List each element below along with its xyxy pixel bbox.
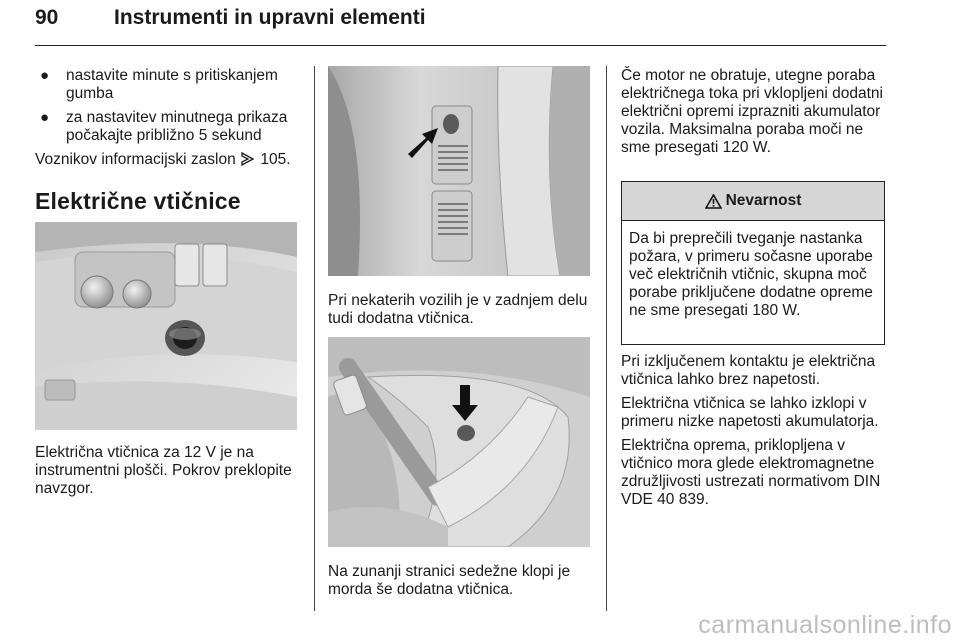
intro-paragraph: Če motor ne obratuje, utegne poraba električnega toka pri vklopljeni dodatni električni opremi izprazniti akumulator vozila. Maksimalna poraba moči ne sme presegati 120 W.	[621, 67, 883, 156]
image-dashboard-socket	[35, 222, 297, 430]
column-3-intro	[621, 67, 889, 157]
column-1-caption	[35, 444, 305, 498]
bullet-item	[35, 67, 303, 103]
image-caption: Pri nekaterih vozilih je v zadnjem delu tudi dodatna vtičnica.	[328, 292, 588, 327]
paragraph: Pri izključenem kontaktu je električna vtičnica lahko brez napetosti.	[621, 353, 876, 388]
column-2-caption-top	[328, 292, 598, 328]
warning-triangle-icon	[705, 194, 722, 209]
warning-box	[621, 181, 885, 345]
header-rule	[35, 45, 886, 46]
paragraph: Električna oprema, priklopljena v vtičnico mora glede elektromagnetne združljivosti ustrezati normativom DIN VDE 40 839.	[621, 437, 881, 508]
image-caption: Na zunanji stranici sedežne klopi je morda še dodatna vtičnica.	[328, 563, 571, 598]
warning-body: Da bi preprečili tveganje nastanka požara, v primeru sočasne uporabe več električnih vtičnic, skupna moč porabe priključene dodatne opreme ne sme presegati 180 W.	[629, 230, 873, 319]
page-ref-arrow-icon	[240, 152, 256, 171]
reference-page[interactable]: 105.	[260, 151, 291, 168]
bullet-text: nastavite minute s pritiskanjem gumba	[66, 67, 278, 102]
bullet-icon: ●	[40, 67, 50, 84]
warning-title: Nevarnost	[725, 192, 802, 209]
image-seat-socket	[328, 337, 590, 547]
warning-header	[622, 182, 884, 221]
reference-text: Voznikov informacijski zaslon	[35, 151, 236, 168]
watermark: carmanualsonline.info	[698, 611, 952, 639]
image-rear-socket	[328, 66, 590, 276]
page-header	[35, 6, 886, 46]
image-caption: Električna vtičnica za 12 V je na instrumentni plošči. Pokrov preklopite navzgor.	[35, 444, 292, 497]
section-title: Električne vtičnice	[35, 188, 241, 214]
column-1	[35, 67, 303, 214]
column-2-caption-bottom	[328, 563, 598, 599]
chapter-title: Instrumenti in upravni elementi	[114, 6, 426, 29]
cross-reference	[35, 151, 303, 171]
column-divider-2	[606, 66, 607, 611]
bullet-icon: ●	[40, 109, 50, 126]
page-number: 90	[35, 6, 59, 29]
paragraph: Električna vtičnica se lahko izklopi v primeru nizke napetosti akumulatorja.	[621, 395, 879, 430]
column-divider-1	[314, 66, 315, 611]
bullet-text: za nastavitev minutnega prikaza počakajte približno 5 sekund	[66, 109, 288, 144]
column-3-body	[621, 353, 893, 509]
bullet-item	[35, 109, 303, 145]
